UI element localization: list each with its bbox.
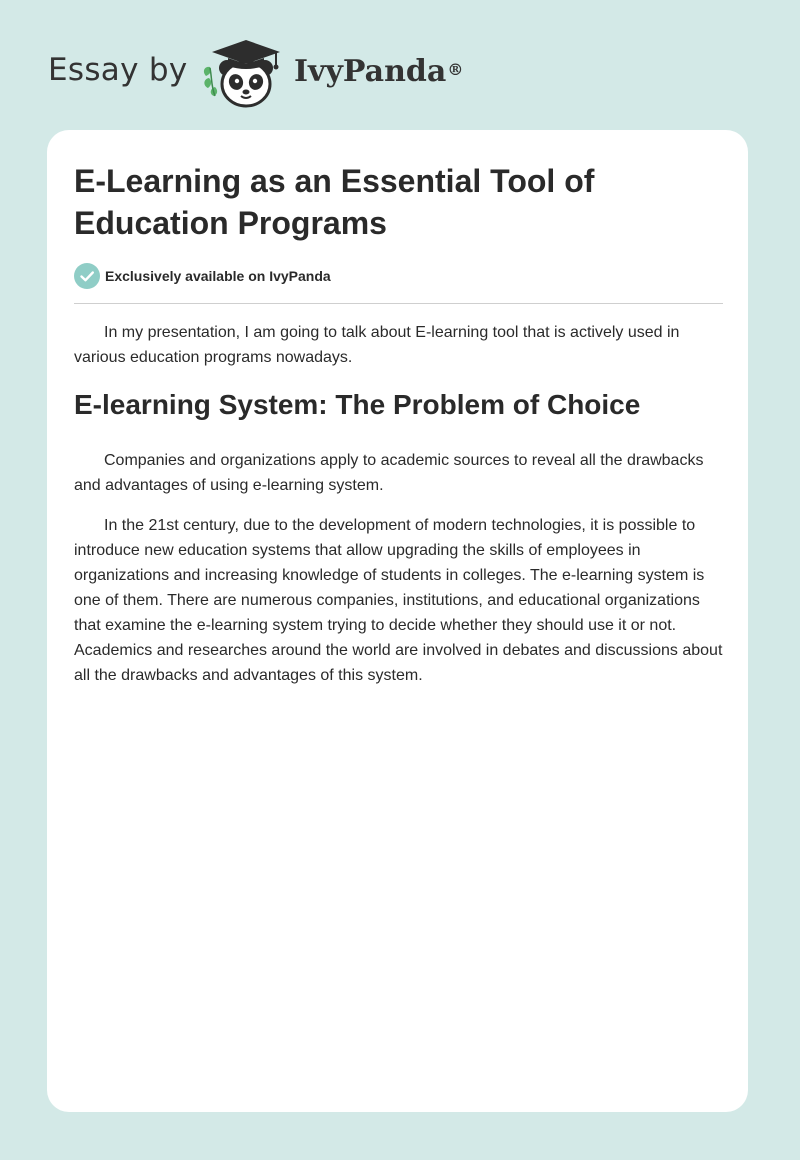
registered-mark: ® <box>447 60 464 79</box>
essay-by-label: Essay by <box>48 52 188 88</box>
section-heading: E-learning System: The Problem of Choice <box>74 389 641 420</box>
intro-paragraph: In my presentation, I am going to talk about E-learning tool that is actively used in various education programs nowadays. <box>74 324 680 366</box>
badge-label: Exclusively available on IvyPanda <box>105 268 331 284</box>
panda-graduate-icon <box>200 34 292 110</box>
page-title: E-Learning as an Essential Tool of Education Programs <box>74 163 595 241</box>
check-circle-icon <box>74 263 100 289</box>
brand-name[interactable]: IvyPanda® <box>294 54 464 89</box>
title-divider <box>74 303 723 304</box>
body-paragraph: Companies and organizations apply to academic sources to reveal all the drawbacks and advantages of using e-learning system. <box>74 452 704 494</box>
exclusive-badge <box>74 263 331 289</box>
essay-card <box>47 130 748 1112</box>
body-paragraph: In the 21st century, due to the development of modern technologies, it is possible to introduce new education systems that allow upgrading the skills of employees in organizations and increasing knowledge of students in colleges. The e-learning system is one of them. There are numerous companies, institutions, and educational organizations that examine the e-learning system trying to decide whether they should use it or not. Academics and researches around the world are involved in debates and discussions about all the drawbacks and advantages of this system. <box>74 517 723 684</box>
site-header <box>0 0 800 130</box>
